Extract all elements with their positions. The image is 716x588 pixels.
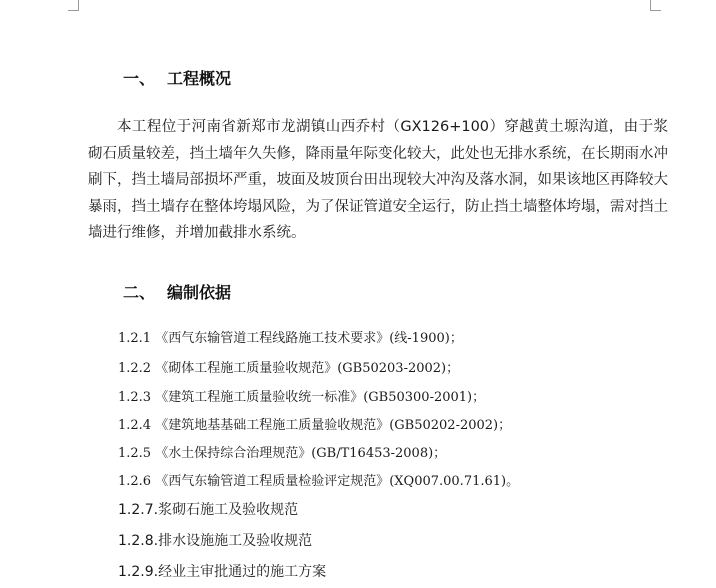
reference-item: 1.2.4 《建筑地基基础工程施工质量验收规范》(GB50202-2002)；: [118, 418, 512, 433]
section-heading-overview: [123, 66, 231, 89]
section-heading-basis: [123, 280, 231, 303]
reference-item: 1.2.1 《西气东输管道工程线路施工技术要求》(线-1900)；: [118, 331, 463, 346]
section-number: 一、: [123, 69, 156, 88]
reference-item: 1.2.5 《水土保持综合治理规范》(GB/T16453-2008)；: [118, 446, 447, 461]
reference-item: 1.2.6 《西气东输管道工程质量检验评定规范》(XQ007.00.71.61)。: [118, 474, 520, 489]
crop-mark-top-right: [650, 0, 661, 11]
reference-item: 1.2.9.经业主审批通过的施工方案: [118, 564, 327, 580]
overview-paragraph: 本工程位于河南省新郑市龙湖镇山西乔村（GX126+100）穿越黄土塬沟道，由于浆砌石质量较差，挡土墙年久失修，降雨量年际变化较大，此处也无排水系统，在长期雨水冲刷下，挡土墙局部损坏严重，坡面及坡顶台田出现较大冲沟及落水洞，如果该地区再降较大暴雨，挡土墙存在整体垮塌风险，为了保证管道安全运行，防止挡土墙整体垮塌，需对挡土墙进行维修，并增加截排水系统。: [88, 119, 668, 241]
reference-item: 1.2.2 《砌体工程施工质量验收规范》(GB50203-2002)；: [118, 361, 460, 376]
reference-item: 1.2.8.排水设施施工及验收规范: [118, 533, 313, 549]
reference-item: 1.2.7.浆砌石施工及验收规范: [118, 502, 299, 518]
section-title: 工程概况: [167, 69, 232, 88]
reference-item: 1.2.3 《建筑工程施工质量验收统一标准》(GB50300-2001)；: [118, 390, 486, 405]
section-title: 编制依据: [167, 283, 232, 302]
crop-mark-top-left: [68, 0, 79, 11]
section-number: 二、: [123, 283, 156, 302]
